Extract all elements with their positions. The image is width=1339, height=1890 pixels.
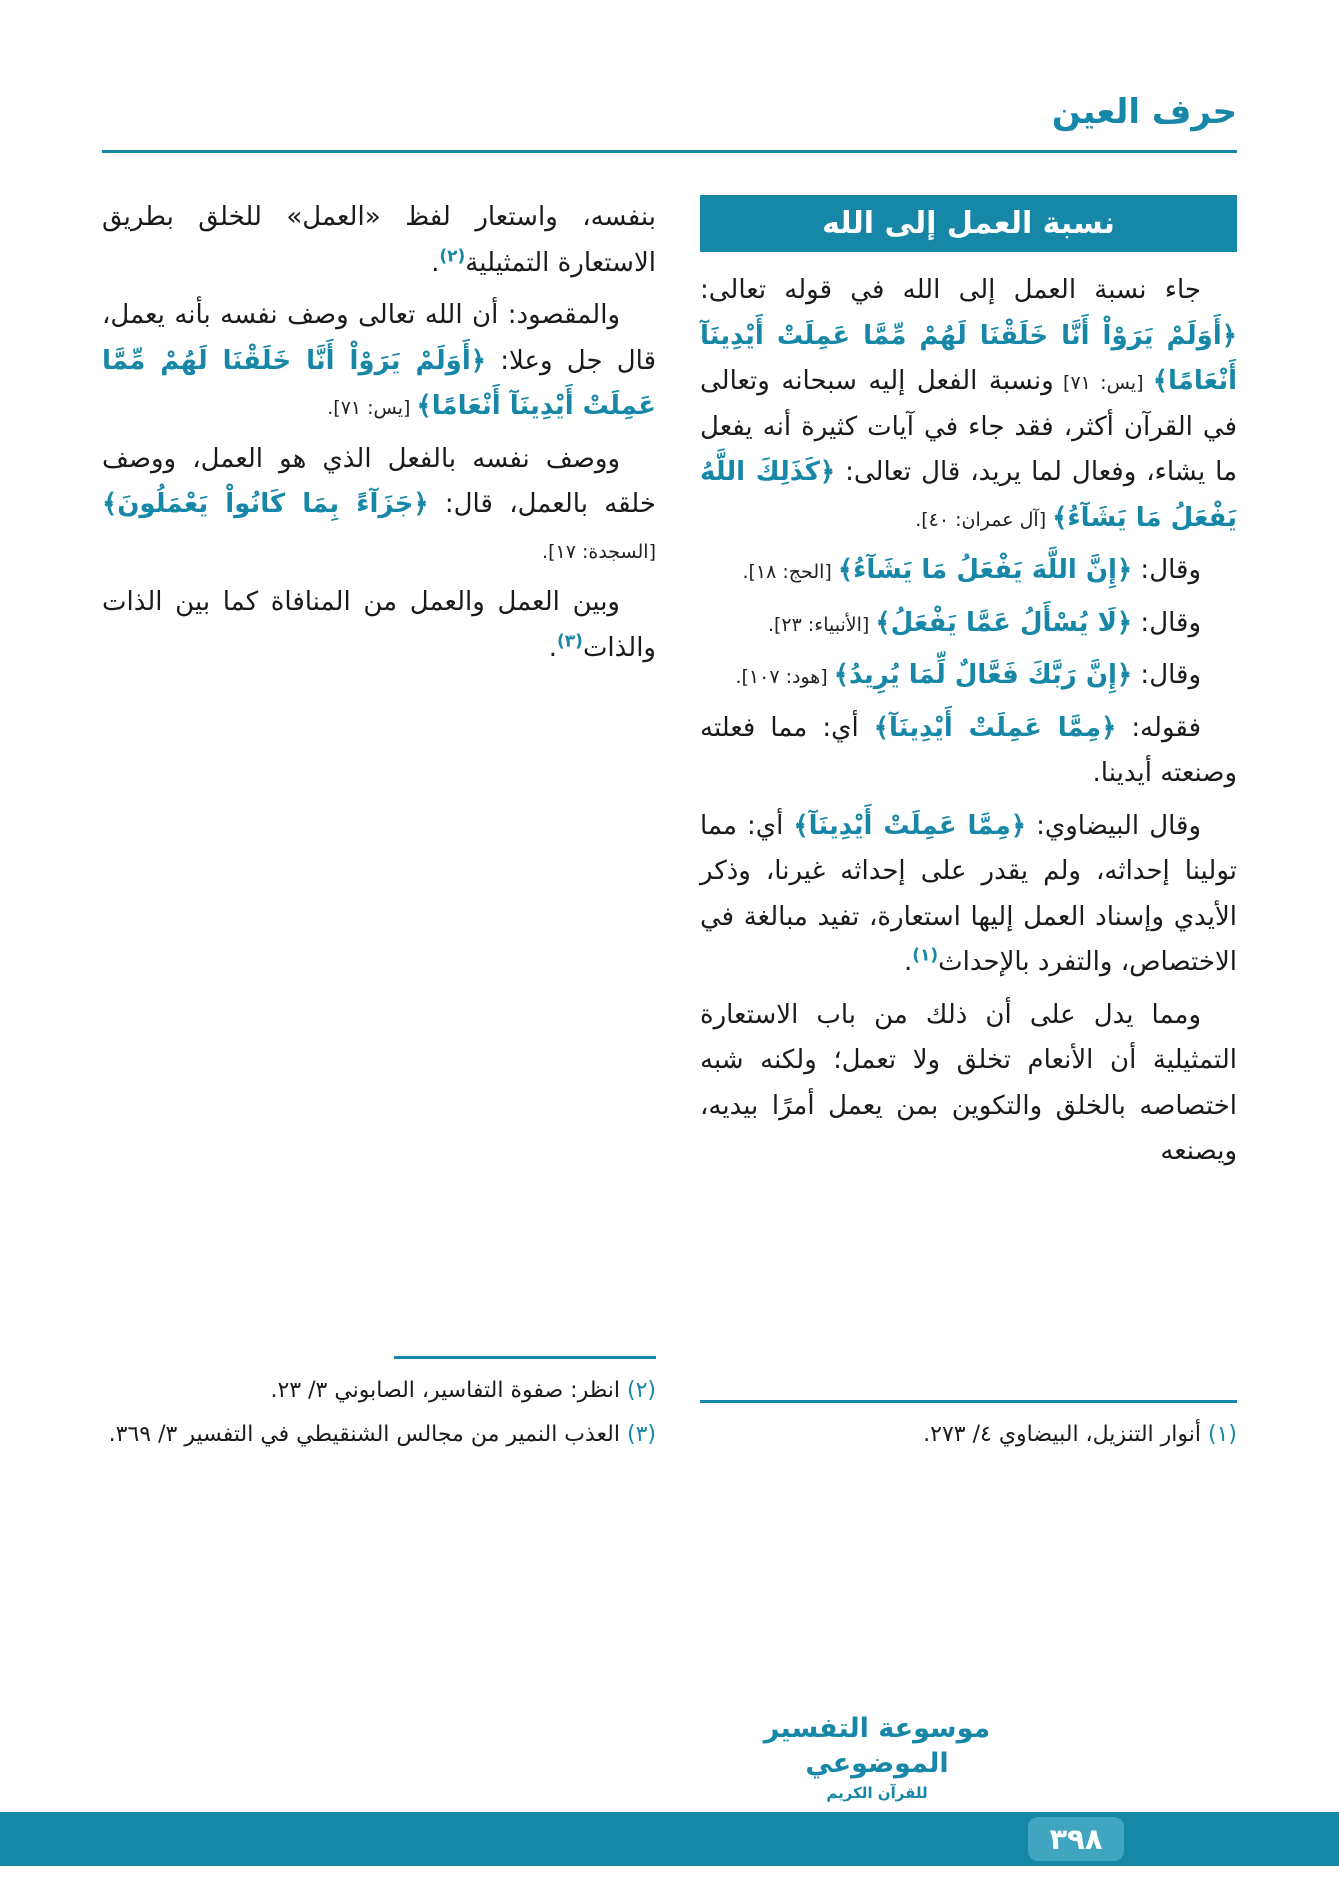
footer-bar — [0, 1812, 1339, 1866]
quran-verse: ﴿كَذَلِكَ اللَّهُ يَفْعَلُ مَا يَشَآءُ﴾ — [700, 457, 1237, 533]
verse-reference: [السجدة: ١٧]. — [542, 540, 656, 563]
paragraph — [102, 195, 656, 286]
footnote-marker: (٣) — [556, 630, 583, 651]
quran-verse: ﴿لَا يُسْأَلُ عَمَّا يَفْعَلُ﴾ — [875, 607, 1133, 638]
publisher-logo — [742, 1711, 1012, 1802]
footnote-number: (١) — [1201, 1422, 1237, 1448]
paragraph — [700, 268, 1237, 541]
body-text: والمقصود: أن الله تعالى وصف نفسه بأنه يعمل، قال جل وعلا: — [102, 300, 657, 376]
footnote-number: (٣) — [620, 1422, 656, 1448]
footnote-list — [700, 1415, 1237, 1456]
quran-verse: ﴿أَوَلَمْ يَرَوْاْ أَنَّا خَلَقْنَا لَهُمْ مِّمَّا عَمِلَتْ أَيْدِينَآ أَنْعَامًا﴾ — [102, 345, 656, 421]
body-text: . — [548, 632, 557, 663]
header-divider — [102, 150, 1237, 153]
chapter-title: حرف العين — [1051, 92, 1237, 132]
body-text: فقوله: — [1116, 712, 1201, 743]
footnote-divider — [394, 1356, 656, 1359]
body-text: وقال: — [1132, 555, 1201, 585]
paragraph — [102, 437, 656, 574]
body-text: ووصف نفسه بالفعل الذي هو العمل، ووصف خلقه بالعمل، قال: — [102, 443, 656, 519]
body-text: ومما يدل على أن ذلك من باب الاستعارة التمثيلية أن الأنعام تخلق ولا تعمل؛ ولكنه شبه اختصاصه بالخلق والتكوين بمن يعمل أمرًا بيديه، ويصنعه — [700, 999, 1237, 1166]
paragraph — [102, 580, 656, 671]
quran-verse: ﴿مِمَّا عَمِلَتْ أَيْدِينَآ﴾ — [793, 810, 1027, 841]
main-footnotes — [700, 1400, 1237, 1460]
body-text: وبين العمل والعمل من المنافاة كما بين الذات والذات — [102, 587, 656, 663]
footnote-list — [102, 1371, 656, 1456]
paragraph — [700, 993, 1237, 1175]
quran-verse: ﴿إِنَّ رَبَّكَ فَعَّالٌ لِّمَا يُرِيدُ﴾ — [833, 660, 1133, 690]
footnote-item — [102, 1415, 656, 1456]
verse-reference: [هود: ١٠٧]. — [735, 666, 834, 688]
section-title: نسبة العمل إلى الله — [700, 195, 1237, 252]
footnote-divider — [700, 1400, 1237, 1403]
footnote-marker: (١) — [912, 945, 939, 966]
verse-reference: [الحج: ١٨]. — [742, 561, 838, 583]
side-paragraphs — [102, 195, 656, 678]
side-footnotes — [102, 1356, 656, 1460]
verse-reference: [يس: ٧١] — [1053, 372, 1153, 394]
verse-reference: [يس: ٧١]. — [327, 397, 417, 419]
body-text: ونسبة الفعل إليه سبحانه وتعالى في القرآن أكثر، فقد جاء في آيات كثيرة أنه يفعل ما يشاء، وفعال لما يريد، قال تعالى: — [700, 366, 1237, 487]
body-text: . — [431, 247, 440, 278]
body-text: أنوار التنزيل، البيضاوي ٤/ ٢٧٣. — [923, 1422, 1201, 1448]
footnote-marker: (٢) — [439, 245, 466, 266]
body-text: وقال: — [1132, 607, 1201, 638]
body-text: العذب النمير من مجالس الشنقيطي في التفسير ٣/ ٣٦٩. — [108, 1422, 620, 1448]
footnote-number: (٢) — [620, 1377, 656, 1403]
paragraph — [700, 804, 1237, 986]
body-text: انظر: صفوة التفاسير، الصابوني ٣/ ٢٣. — [270, 1377, 620, 1403]
main-paragraphs — [700, 268, 1237, 1182]
logo-sub-text: للقرآن الكريم — [826, 1784, 928, 1802]
body-text: أي: مما فعلته وصنعته أيدينا. — [700, 712, 1237, 788]
verse-reference: [الأنبياء: ٢٣]. — [767, 613, 876, 636]
quran-verse: ﴿أَوَلَمْ يَرَوْاْ أَنَّا خَلَقْنَا لَهُمْ مِّمَّا عَمِلَتْ أَيْدِينَآ أَنْعَامًا﴾ — [700, 320, 1237, 396]
body-text: جاء نسبة العمل إلى الله في قوله تعالى: — [700, 275, 1201, 305]
body-text: وقال: — [1132, 660, 1201, 690]
paragraph — [700, 548, 1237, 594]
body-text: أي: مما تولينا إحداثه، ولم يقدر على إحداثه غيرنا، وذكر الأيدي وإسناد العمل إليها استعارة، تفيد مبالغة في الاختصاص، والتفرد بالإحداث — [700, 810, 1237, 977]
paragraph — [102, 293, 656, 430]
body-text: وقال البيضاوي: — [1026, 810, 1201, 841]
page-number-badge: ٣٩٨ — [1028, 1817, 1124, 1861]
quran-verse: ﴿جَزَآءً بِمَا كَانُواْ يَعْمَلُونَ﴾ — [102, 489, 429, 519]
footnote-item — [102, 1371, 656, 1412]
paragraph — [700, 706, 1237, 797]
verse-reference: [آل عمران: ٤٠]. — [915, 508, 1053, 531]
content-columns — [102, 195, 1237, 1460]
side-column — [102, 195, 656, 1460]
body-text: بنفسه، واستعار لفظ «العمل» للخلق بطريق الاستعارة التمثيلية — [102, 202, 656, 278]
body-text: . — [903, 947, 913, 977]
quran-verse: ﴿مِمَّا عَمِلَتْ أَيْدِينَآ﴾ — [873, 712, 1117, 743]
footnote-item — [700, 1415, 1237, 1456]
logo-main-text: موسوعة التفسير الموضوعي — [763, 1712, 991, 1779]
quran-verse: ﴿إِنَّ اللَّهَ يَفْعَلُ مَا يَشَآءُ﴾ — [837, 555, 1133, 585]
paragraph — [700, 601, 1237, 647]
paragraph — [700, 653, 1237, 699]
main-column — [700, 195, 1237, 1460]
